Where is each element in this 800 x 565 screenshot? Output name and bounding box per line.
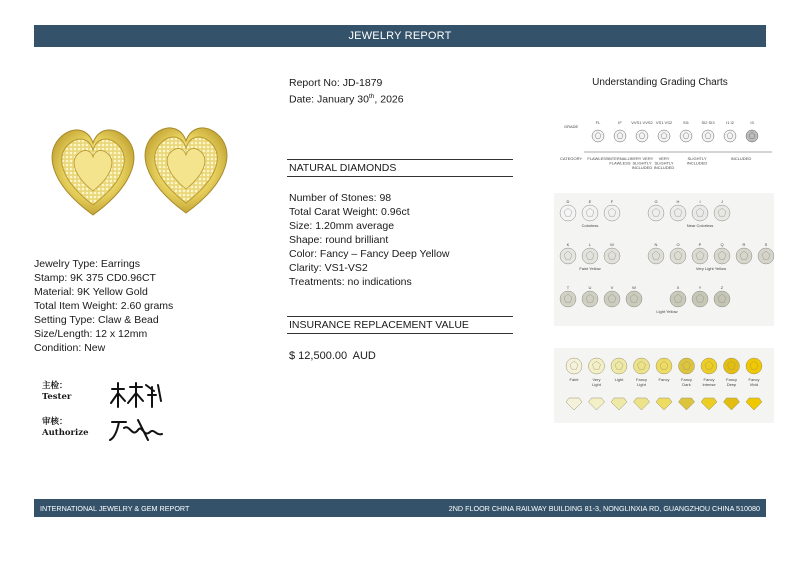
fancy-diamond-icon	[589, 358, 605, 374]
color-diamond-icon	[670, 248, 686, 264]
color-letter-label: H	[676, 199, 680, 204]
color-diamond-icon	[604, 205, 620, 221]
color-diamond-icon	[758, 248, 774, 264]
authorize-signature	[108, 416, 168, 444]
color-letter-label: X	[676, 285, 680, 290]
diamond-details	[289, 191, 450, 289]
fancy-diamond-side-icon	[746, 398, 762, 410]
fancy-color-chart	[554, 348, 774, 423]
fancy-diamond-icon	[724, 358, 740, 374]
clarity-diamond-icon	[636, 130, 648, 142]
report-title: JEWELRY REPORT	[348, 30, 452, 42]
clarity-category-label: VERY VERY SLIGHTLY INCLUDED	[630, 156, 654, 170]
jewelry-weight: Total Item Weight: 2.60 grams	[34, 300, 174, 312]
color-diamond-icon	[648, 248, 664, 264]
insurance-heading: INSURANCE REPLACEMENT VALUE	[287, 316, 513, 334]
clarity-category-row-label: CATEGORY	[560, 156, 583, 161]
color-letter-label: R	[742, 242, 746, 247]
clarity-grade-label: SI1	[682, 120, 690, 125]
color-diamond-icon	[604, 248, 620, 264]
color-letter-label: P	[698, 242, 702, 247]
report-number: Report No: JD-1879	[289, 77, 383, 89]
clarity-grade-row-label: GRADE	[564, 124, 579, 129]
clarity-grade-label: I3	[750, 120, 754, 125]
fancy-color-label: Fancy Vivid	[748, 377, 760, 387]
fancy-diamond-side-icon	[589, 398, 605, 410]
fancy-diamond-side-icon	[611, 398, 627, 410]
color-diamond-icon	[670, 205, 686, 221]
fancy-diamond-icon	[611, 358, 627, 374]
color-letter-label: T	[566, 285, 570, 290]
clarity-diamond-icon	[724, 130, 736, 142]
color-letter-label: L	[588, 242, 592, 247]
color-diamond-icon	[714, 291, 730, 307]
footer-bar	[34, 499, 766, 517]
fancy-color-label: Fancy	[658, 377, 670, 382]
jewelry-specs	[34, 257, 173, 355]
jewelry-setting: Setting Type: Claw & Bead	[34, 314, 159, 326]
color-diamond-icon	[670, 291, 686, 307]
fancy-diamond-side-icon	[701, 398, 717, 410]
color-letter-label: U	[588, 285, 592, 290]
color-letter-label: D	[566, 199, 570, 204]
fancy-color-label: Fancy Intense	[702, 377, 716, 387]
footer-address: 2ND FLOOR CHINA RAILWAY BUILDING 81-3, NONGLINXIA RD, GUANGZHOU CHINA 510080	[448, 503, 760, 513]
color-diamond-icon	[604, 291, 620, 307]
stone-shape: Shape: round brilliant	[289, 234, 389, 246]
clarity-category-label: INCLUDED	[730, 156, 752, 161]
jewelry-condition: Condition: New	[34, 342, 106, 354]
color-letter-label: O	[676, 242, 680, 247]
color-grading-chart	[554, 193, 774, 326]
clarity-grade-label: FL	[595, 120, 601, 125]
color-diamond-icon	[692, 291, 708, 307]
stone-treatments: Treatments: no indications	[289, 276, 412, 288]
color-letter-label: Q	[720, 242, 724, 247]
color-letter-label: Z	[720, 285, 724, 290]
color-diamond-icon	[560, 205, 576, 221]
fancy-color-label: Fancy Light	[636, 377, 647, 387]
clarity-diamond-icon	[592, 130, 604, 142]
carat-weight: Total Carat Weight: 0.96ct	[289, 206, 410, 218]
fancy-diamond-icon	[679, 358, 695, 374]
tester-label-cn: 主检：	[42, 381, 68, 391]
clarity-category-label: INTERNALLY FLAWLESS	[607, 156, 633, 166]
fancy-color-label: Very Light	[592, 377, 601, 387]
clarity-grade-label: IF	[618, 120, 622, 125]
color-diamond-icon	[714, 205, 730, 221]
clarity-diamond-icon	[680, 130, 692, 142]
stone-count: Number of Stones: 98	[289, 192, 392, 204]
fancy-diamond-icon	[656, 358, 672, 374]
fancy-diamond-side-icon	[634, 398, 650, 410]
fancy-diamond-side-icon	[724, 398, 740, 410]
fancy-diamond-side-icon	[679, 398, 695, 410]
clarity-grade-label: SI2 SI3	[701, 120, 715, 125]
color-diamond-icon	[736, 248, 752, 264]
color-letter-label: V	[610, 285, 614, 290]
fancy-color-label: Faint	[569, 377, 579, 382]
color-letter-label: N	[654, 242, 658, 247]
report-meta	[289, 76, 404, 107]
fancy-diamond-side-icon	[656, 398, 672, 410]
fancy-diamond-side-icon	[566, 398, 582, 410]
stone-size: Size: 1.20mm average	[289, 220, 395, 232]
footer-org: INTERNATIONAL JEWELRY & GEM REPORT	[40, 503, 190, 513]
color-letter-label: J	[721, 199, 723, 204]
authorize-label-en: Authorize	[42, 428, 89, 438]
color-letter-label: Y	[698, 285, 702, 290]
clarity-grade-label: I1 I2	[726, 120, 734, 125]
color-group-label: Faint Yellow	[579, 266, 601, 271]
color-group-label: Light Yellow	[656, 309, 678, 314]
color-diamond-icon	[582, 248, 598, 264]
grading-charts-title: Understanding Grading Charts	[592, 77, 728, 88]
color-diamond-icon	[582, 291, 598, 307]
clarity-grade-label: VVS1 VVS2	[631, 120, 653, 125]
tester-label-en: Tester	[42, 392, 72, 402]
clarity-diamond-icon	[658, 130, 670, 142]
color-letter-label: F	[610, 199, 614, 204]
clarity-category-label: VERY SLIGHTLY INCLUDED	[653, 156, 675, 170]
header-bar	[34, 25, 766, 47]
tester-signature	[108, 381, 164, 411]
color-letter-label: K	[566, 242, 570, 247]
color-diamond-icon	[692, 205, 708, 221]
fancy-diamond-icon	[634, 358, 650, 374]
jewelry-type: Jewelry Type: Earrings	[34, 258, 141, 270]
color-diamond-icon	[648, 205, 664, 221]
color-diamond-icon	[626, 291, 642, 307]
color-group-label: Near Colorless	[686, 223, 714, 228]
color-diamond-icon	[692, 248, 708, 264]
color-letter-label: W	[632, 285, 636, 290]
clarity-category-label: SLIGHTLY INCLUDED	[686, 156, 708, 166]
color-diamond-icon	[582, 205, 598, 221]
color-letter-label: S	[764, 242, 768, 247]
jewelry-size: Size/Length: 12 x 12mm	[34, 328, 148, 340]
color-letter-label: I	[699, 199, 701, 204]
color-diamond-icon	[560, 291, 576, 307]
natural-diamonds-heading: NATURAL DIAMONDS	[287, 159, 513, 177]
report-date: Date: January 30th, 2026	[289, 93, 404, 106]
color-group-label: Very Light Yellow	[695, 266, 727, 271]
stone-color: Color: Fancy – Fancy Deep Yellow	[289, 248, 450, 260]
clarity-diamond-icon	[746, 130, 758, 142]
signature-block	[42, 381, 182, 443]
fancy-diamond-icon	[746, 358, 762, 374]
color-diamond-icon	[560, 248, 576, 264]
clarity-category-label: FLAWLESS	[587, 156, 609, 161]
clarity-grading-chart	[560, 116, 774, 174]
fancy-diamond-icon	[566, 358, 582, 374]
color-letter-label: M	[610, 242, 614, 247]
fancy-diamond-icon	[701, 358, 717, 374]
fancy-color-label: Light	[614, 377, 624, 382]
fancy-color-label: Fancy Deep	[726, 377, 737, 387]
clarity-diamond-icon	[702, 130, 714, 142]
jewelry-stamp: Stamp: 9K 375 CD0.96CT	[34, 272, 156, 284]
authorize-label-cn: 审核：	[42, 417, 68, 427]
color-letter-label: G	[654, 199, 658, 204]
fancy-color-label: Fancy Dark	[681, 377, 692, 387]
color-letter-label: E	[588, 199, 592, 204]
insurance-value: $ 12,500.00 AUD	[289, 350, 376, 362]
stone-clarity: Clarity: VS1-VS2	[289, 262, 368, 274]
clarity-grade-label: VS1 VS2	[655, 120, 673, 125]
color-diamond-icon	[714, 248, 730, 264]
earrings-photo	[38, 72, 238, 240]
color-group-label: Colorless	[581, 223, 599, 228]
jewelry-material: Material: 9K Yellow Gold	[34, 286, 148, 298]
clarity-diamond-icon	[614, 130, 626, 142]
